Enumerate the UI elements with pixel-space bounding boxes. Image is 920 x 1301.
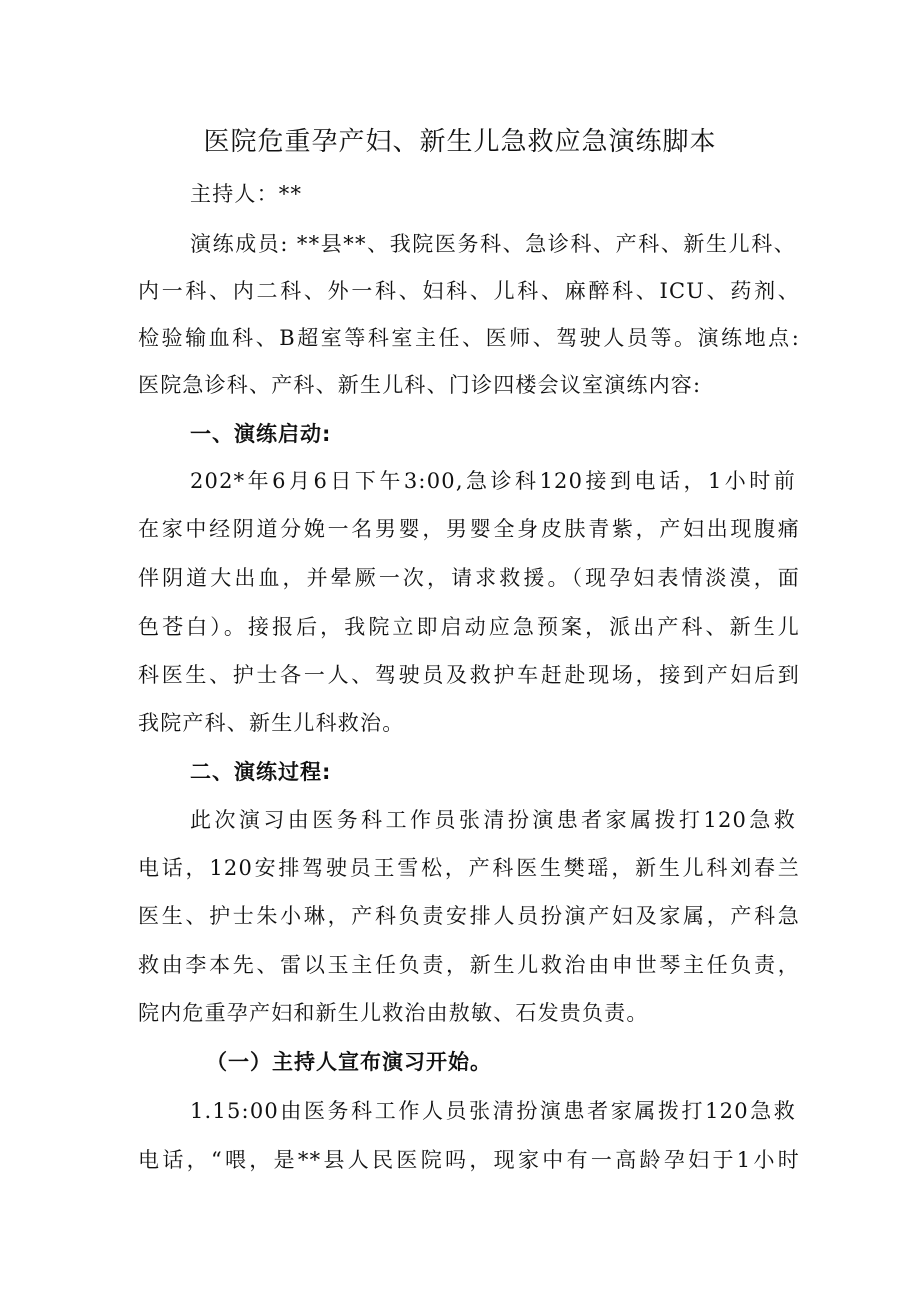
members-line-1: 演练成员: **县**、我院医务科、急诊科、产科、新生儿科、	[190, 232, 796, 256]
section1-line-2: 在家中经阴道分娩一名男婴，男婴全身皮肤青紫，产妇出现腹痛	[138, 517, 800, 541]
section-heading-launch: 一、演练启动:	[190, 422, 332, 446]
section2-line-1: 此次演习由医务科工作员张清扮演患者家属拨打120急救	[190, 808, 796, 832]
subsection1-line-2: 电话，“喂，是**县人民医院吗，现家中有一高龄孕妇于1小时	[138, 1148, 800, 1172]
section1-line-5: 科医生、护士各一人、驾驶员及救护车赶赴现场，接到产妇后到	[138, 663, 800, 687]
section1-line-6: 我院产科、新生儿科救治。	[138, 711, 405, 735]
section2-line-2: 电话，120安排驾驶员王雪松，产科医生樊瑶，新生儿科刘春兰	[138, 856, 800, 880]
section1-line-1: 202*年6月6日下午3:00,急诊科120接到电话，1小时前	[190, 469, 796, 493]
section1-line-4: 色苍白）。接报后，我院立即启动应急预案，派出产科、新生儿	[138, 615, 800, 639]
section-heading-process: 二、演练过程:	[190, 760, 332, 784]
section2-line-4: 救由李本先、雷以玉主任负责，新生儿救治由申世琴主任负责，	[138, 953, 800, 977]
section2-line-5: 院内危重孕产妇和新生儿救治由敖敏、石发贵负责。	[138, 1001, 649, 1025]
members-line-3: 检验输血科、B超室等科室主任、医师、驾驶人员等。演练地点:	[138, 326, 800, 350]
host-line: 主持人：**	[190, 182, 303, 206]
section2-line-3: 医生、护士朱小琳，产科负责安排人员扮演产妇及家属，产科急	[138, 904, 800, 928]
document-title: 医院危重孕产妇、新生儿急救应急演练脚本	[203, 127, 717, 157]
subsection1-line-1: 1.15:00由医务科工作人员张清扮演患者家属拨打120急救	[190, 1099, 796, 1123]
members-line-4: 医院急诊科、产科、新生儿科、门诊四楼会议室演练内容:	[138, 373, 702, 397]
subsection-heading-start: （一）主持人宣布演习开始。	[206, 1050, 492, 1074]
members-line-2: 内一科、内二科、外一科、妇科、儿科、麻醉科、ICU、药剂、	[138, 279, 800, 303]
section1-line-3: 伴阴道大出血，并晕厥一次，请求救援。（现孕妇表情淡漠，面	[138, 566, 800, 590]
